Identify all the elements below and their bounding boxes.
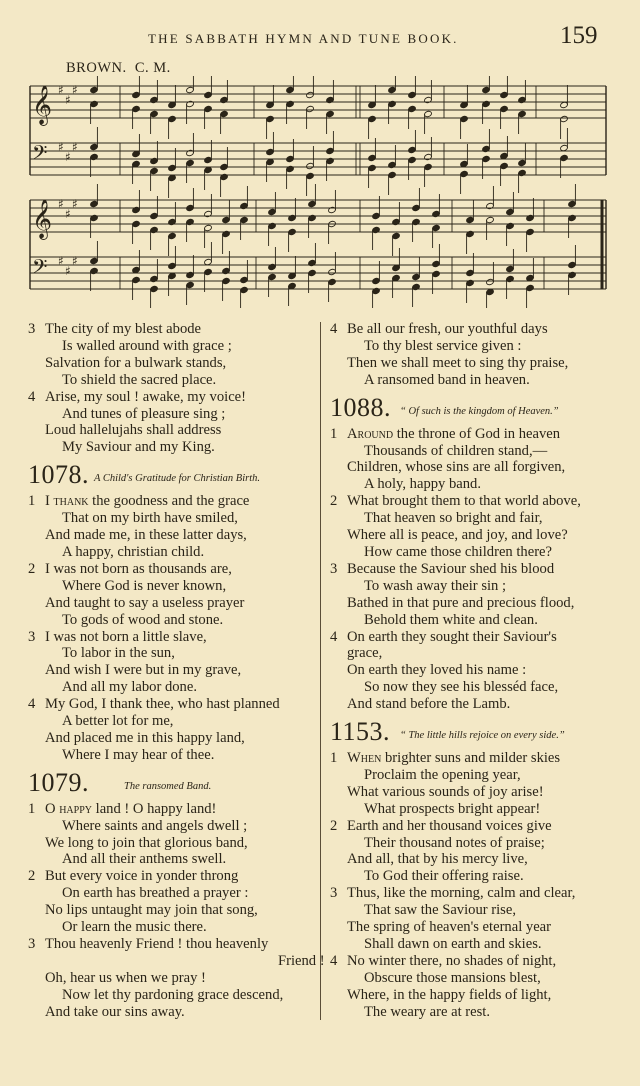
bass-clef-icon: 𝄢 xyxy=(32,255,48,283)
verse-number: 3 xyxy=(28,321,36,337)
verse-line: On earth they loved his name : xyxy=(347,662,527,679)
verse-line: Where all is peace, and joy, and love? xyxy=(347,527,568,544)
verse-number: 1 xyxy=(28,493,36,510)
verse-line: That on my birth have smiled, xyxy=(62,510,238,527)
verse-line: Then we shall meet to sing thy praise, xyxy=(347,354,569,371)
verse-line: Where I may hear of thee. xyxy=(62,746,215,763)
verse-number: 2 xyxy=(330,817,338,834)
tune-meter: C. M. xyxy=(134,60,171,76)
verse-line: What prospects bright appear! xyxy=(364,800,541,817)
verse-number: 1 xyxy=(28,800,36,817)
verse-line: No lips untaught may join that song, xyxy=(45,902,258,919)
verse-first-line xyxy=(28,493,318,510)
verse-line: What various sounds of joy arise! xyxy=(347,783,544,800)
verse-line: Or learn the music there. xyxy=(62,919,207,936)
verse-line: Where God is never known, xyxy=(62,577,227,594)
verse-rest: the throne of God in heaven xyxy=(393,425,561,442)
verse-line: Children, whose sins are all forgiven, xyxy=(347,459,566,476)
verse-line: To thy blest service given : xyxy=(364,337,522,354)
tune-label xyxy=(66,60,171,77)
verse-text: No winter there, no shades of night, xyxy=(347,952,557,969)
verse-number: 4 xyxy=(28,696,36,713)
verse-line: To gods of wood and stone. xyxy=(62,611,224,628)
verse-first-line xyxy=(28,389,318,406)
verse-line: The weary are at rest. xyxy=(364,1003,490,1020)
verse-first-line xyxy=(28,696,318,713)
verse-line: And take our sins away. xyxy=(45,1003,185,1020)
verse-number: 4 xyxy=(28,388,36,405)
left-column xyxy=(28,321,325,1021)
hymn-title: “ The little hills rejoice on every side.” xyxy=(400,730,565,742)
sharp-icon: ♯ xyxy=(58,254,64,268)
column-divider xyxy=(320,322,321,1020)
verse-line: Where saints and angels dwell ; xyxy=(62,817,248,834)
verse-line: Thousands of children stand,— xyxy=(364,442,548,459)
hymn-number: 1079. xyxy=(28,767,89,797)
verse-line: Now let thy pardoning grace descend, xyxy=(62,986,284,1003)
verse-first-line xyxy=(330,321,620,338)
verse-line: Salvation for a bulwark stands, xyxy=(45,354,227,371)
hymn-heading xyxy=(330,393,620,425)
verse-first-line xyxy=(330,953,620,970)
verse-opening: I xyxy=(45,493,54,510)
verse-line: That heaven so bright and fair, xyxy=(364,510,543,527)
verse-line: That saw the Saviour rise, xyxy=(364,902,516,919)
verse-text: But every voice in yonder throng xyxy=(45,868,239,885)
verse-line: And all their anthems swell. xyxy=(62,851,227,868)
verse-small-caps: Around xyxy=(347,425,394,442)
verse-line: Friend ! xyxy=(278,952,325,969)
verse-number: 2 xyxy=(28,868,36,885)
verse-line: Is walled around with grace ; xyxy=(62,337,232,354)
sharp-icon: ♯ xyxy=(72,197,78,211)
verse-first-line xyxy=(330,493,620,510)
verse-line: And stand before the Lamb. xyxy=(347,696,511,713)
verse-line: Their thousand notes of praise; xyxy=(364,834,545,851)
hymn-number: 1088. xyxy=(330,392,391,422)
verse-line: The spring of heaven's eternal year xyxy=(347,919,552,936)
verse-line: My Saviour and my King. xyxy=(62,439,215,456)
verse-number: 3 xyxy=(28,628,36,645)
verse-number: 3 xyxy=(330,560,338,577)
verse-line: And all, that by his mercy live, xyxy=(347,851,528,868)
bass-clef-icon: 𝄢 xyxy=(32,141,48,169)
sharp-icon: ♯ xyxy=(72,140,78,154)
right-column xyxy=(330,321,620,1021)
verse-line: To God their offering raise. xyxy=(364,868,524,885)
verse-small-caps: When xyxy=(347,750,382,767)
verse-number: 4 xyxy=(330,952,338,969)
hymn-number: 1153. xyxy=(330,717,391,747)
verse-line: A happy, christian child. xyxy=(62,543,205,560)
verse-line: To wash away their sin ; xyxy=(364,577,507,594)
verse-line: Loud hallelujahs shall address xyxy=(45,422,222,439)
verse-line: Shall dawn on earth and skies. xyxy=(364,936,542,952)
verse-line: Proclaim the opening year, xyxy=(364,766,521,783)
sharp-icon: ♯ xyxy=(65,264,71,278)
verse-line: And made me, in these latter days, xyxy=(45,527,247,544)
verse-number: 1 xyxy=(330,750,338,767)
verse-text: I was not born as thousands are, xyxy=(45,560,232,577)
verse-line: Bathed in that pure and precious flood, xyxy=(347,594,575,611)
verse-first-line xyxy=(330,818,620,835)
verse-text: Be all our fresh, our youthful days xyxy=(347,321,548,337)
verse-number: 4 xyxy=(330,628,338,645)
verse-line: We long to join that glorious band, xyxy=(45,834,248,851)
verse-line: Obscure those mansions blest, xyxy=(364,969,541,986)
sharp-icon: ♯ xyxy=(58,140,64,154)
verse-line: Oh, hear us when we pray ! xyxy=(45,969,206,986)
verse-first-line xyxy=(28,801,318,818)
sharp-icon: ♯ xyxy=(65,207,71,221)
hymn-title: The ransomed Band. xyxy=(124,780,212,792)
verse-first-line xyxy=(28,561,318,578)
sharp-icon: ♯ xyxy=(58,83,64,97)
verse-line: A better lot for me, xyxy=(62,713,174,730)
verse-rest: land ! O happy land! xyxy=(92,800,217,817)
hymn-title: “ Of such is the kingdom of Heaven.” xyxy=(400,405,559,417)
verse-text: Thus, like the morning, calm and clear, xyxy=(347,885,576,902)
music-score xyxy=(24,76,616,308)
verse-text: Thou heavenly Friend ! thou heavenly xyxy=(45,936,269,952)
sharp-icon: ♯ xyxy=(65,150,71,164)
treble-clef-icon: 𝄞 xyxy=(32,85,53,125)
verse-line: And all my labor done. xyxy=(62,679,197,696)
hymn-number: 1078. xyxy=(28,460,89,490)
verse-text: On earth they sought their Saviour's xyxy=(347,628,557,645)
verse-line: Behold them white and clean. xyxy=(364,611,538,628)
verse-first-line xyxy=(330,561,620,578)
hymn-heading xyxy=(28,460,318,492)
verse-number: 2 xyxy=(330,493,338,510)
hymn-title: A Child's Gratitude for Christian Birth. xyxy=(94,473,260,485)
treble-clef-icon: 𝄞 xyxy=(32,199,53,239)
verse-number: 1 xyxy=(330,425,338,442)
verse-opening: O xyxy=(45,800,60,817)
verse-text: Because the Saviour shed his blood xyxy=(347,560,555,577)
verse-line: So now they see his blesséd face, xyxy=(364,679,559,696)
tune-name: BROWN. xyxy=(66,60,127,76)
verse-line: To shield the sacred place. xyxy=(62,371,217,388)
verse-line: A holy, happy band. xyxy=(364,476,482,493)
verse-first-line xyxy=(28,321,318,338)
verse-text: My God, I thank thee, who hast planned xyxy=(45,696,280,713)
verse-first-line xyxy=(28,629,318,646)
verse-line: And placed me in this happy land, xyxy=(45,729,245,746)
verse-text: What brought them to that world above, xyxy=(347,493,581,510)
verse-number: 3 xyxy=(28,936,36,952)
sharp-icon: ♯ xyxy=(72,254,78,268)
verse-number: 4 xyxy=(330,321,338,337)
verse-small-caps: thank xyxy=(53,493,89,510)
verse-line: To labor in the sun, xyxy=(62,645,175,662)
hymn-heading xyxy=(28,768,318,800)
verse-first-line xyxy=(28,868,318,885)
verse-line: And taught to say a useless prayer xyxy=(45,594,245,611)
verse-line: On earth has breathed a prayer : xyxy=(62,885,249,902)
sharp-icon: ♯ xyxy=(72,83,78,97)
running-header xyxy=(0,22,640,50)
verse-rest: the goodness and the grace xyxy=(88,493,250,510)
hymn-heading xyxy=(330,717,620,749)
verse-line: Where, in the happy fields of light, xyxy=(347,986,552,1003)
verse-number: 2 xyxy=(28,560,36,577)
verse-line: A ransomed band in heaven. xyxy=(364,371,530,388)
verse-text: I was not born a little slave, xyxy=(45,628,207,645)
verse-first-line xyxy=(330,629,620,646)
running-title: THE SABBATH HYMN AND TUNE BOOK. xyxy=(148,31,459,46)
verse-text: Earth and her thousand voices give xyxy=(347,817,552,834)
page-number: 159 xyxy=(560,22,598,49)
verse-first-line xyxy=(330,426,620,443)
verse-small-caps: happy xyxy=(59,800,92,817)
verse-first-line xyxy=(330,750,620,767)
verse-text: Arise, my soul ! awake, my voice! xyxy=(45,388,247,405)
sharp-icon: ♯ xyxy=(65,93,71,107)
verse-line: How came those children there? xyxy=(364,543,553,560)
sharp-icon: ♯ xyxy=(58,197,64,211)
verse-text: The city of my blest abode xyxy=(45,321,202,337)
verse-first-line xyxy=(330,885,620,902)
verse-first-line xyxy=(28,936,318,953)
verse-number: 3 xyxy=(330,885,338,902)
verse-rest: brighter suns and milder skies xyxy=(381,750,561,767)
verse-line: grace, xyxy=(347,645,383,662)
verse-line: And tunes of pleasure sing ; xyxy=(62,405,226,422)
verse-line: And wish I were but in my grave, xyxy=(45,662,242,679)
